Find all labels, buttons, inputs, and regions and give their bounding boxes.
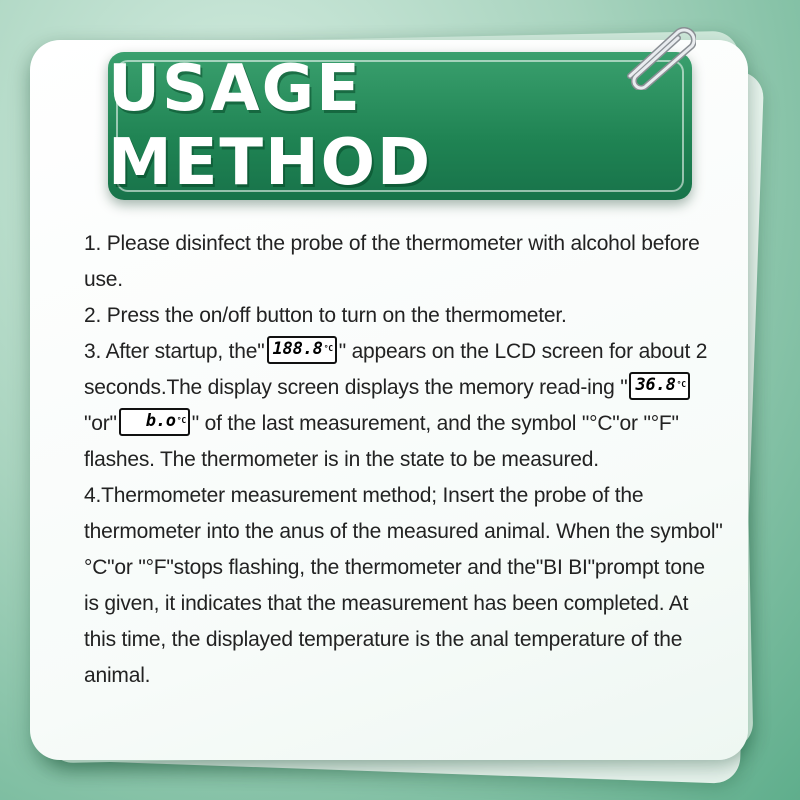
step-3-text-d: " of the last measurement, and the symbol "°C"or "°F" flashes. The thermometer is in the state to be measured. xyxy=(84,412,679,471)
lcd-unit-label: °C xyxy=(176,416,187,426)
step-2: 2. Press the on/off button to turn on the thermometer. xyxy=(84,304,567,327)
step-3-text-c: "or" xyxy=(84,412,117,435)
step-1: 1. Please disinfect the probe of the thermometer with alcohol before use. xyxy=(84,232,700,291)
step-3-text-a: 3. After startup, the" xyxy=(84,340,265,363)
step-3 xyxy=(84,334,724,478)
paperclip-icon xyxy=(612,14,696,90)
lcd-full-value: 188.8 xyxy=(272,339,323,360)
instructions xyxy=(84,226,724,694)
title-banner xyxy=(108,52,692,200)
lcd-blank-value: b.o xyxy=(145,411,176,432)
lcd-memory-value: 36.8 xyxy=(635,375,676,396)
lcd-full-segments-icon xyxy=(267,336,337,364)
lcd-unit-label: °C xyxy=(676,380,686,390)
page-title: USAGE METHOD xyxy=(108,52,433,200)
lcd-unit-label: °C xyxy=(323,344,333,354)
step-4: 4.Thermometer measurement method; Insert the probe of the thermometer into the anus of the measured animal. When the symbol" °C"or "°F"stops flashing, the thermometer and the"BI BI"prompt tone is given, it indicates that the measurement has been completed. At this time, the displayed temperature is the anal temperature of the animal. xyxy=(84,484,723,687)
lcd-memory-celsius-icon xyxy=(629,372,689,400)
lcd-memory-blank-icon xyxy=(119,408,190,436)
step-3-text-b: " appears on the LCD screen for about 2 seconds.The display screen displays the memory read-ing " xyxy=(84,340,708,399)
